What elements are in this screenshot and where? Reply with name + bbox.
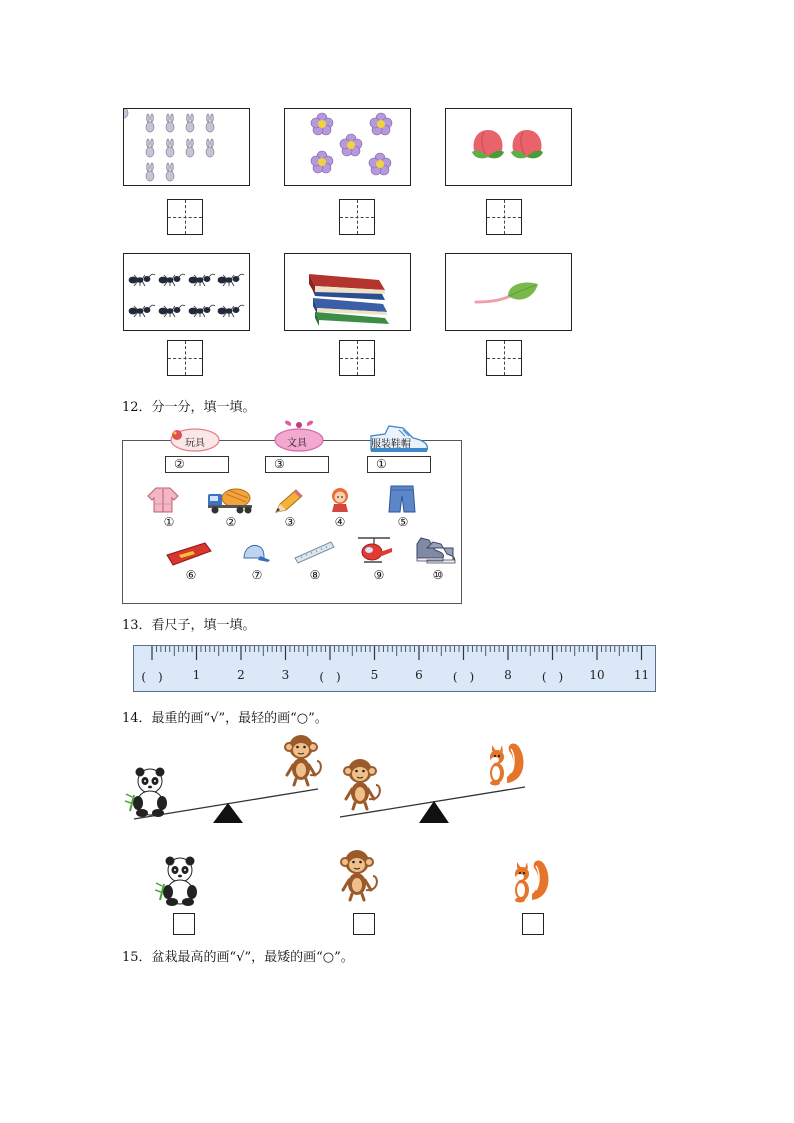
answer-grid-peaches[interactable] xyxy=(486,199,522,235)
item-number-6: ⑥ xyxy=(185,568,197,582)
item-number-10: ⑩ xyxy=(432,568,444,582)
picture-box-books xyxy=(284,253,411,331)
ruler-label: 6 xyxy=(415,668,423,682)
ant-icon xyxy=(124,254,251,332)
category-toy-label: 玩具 xyxy=(185,438,205,449)
question-12-title: 12．分一分，填一填。 xyxy=(122,400,256,415)
mixer-truck-icon xyxy=(206,486,254,514)
answer-box-squirrel[interactable] xyxy=(522,913,544,935)
ruler xyxy=(133,645,656,692)
item-number-9: ⑨ xyxy=(373,568,385,582)
ruler-label: 8 xyxy=(504,668,512,682)
item-number-8: ⑧ xyxy=(309,568,321,582)
monkey-icon xyxy=(333,848,389,904)
question-15-title: 15．盆栽最高的画“√”，最矮的画“○”。 xyxy=(122,950,354,965)
books-icon xyxy=(285,254,412,332)
category-toy-answer-box[interactable]: ② xyxy=(165,456,229,473)
leaf-icon xyxy=(446,254,573,332)
category-stationery-answer-box[interactable]: ③ xyxy=(265,456,329,473)
sneakers-icon xyxy=(413,534,459,566)
item-number-4: ④ xyxy=(334,515,346,529)
answer-grid-ants[interactable] xyxy=(167,340,203,376)
item-number-1: ① xyxy=(163,515,175,529)
answer-grid-books[interactable] xyxy=(339,340,375,376)
category-clothing-answer-box[interactable]: ① xyxy=(367,456,431,473)
shorts-icon xyxy=(388,484,416,514)
ruler-label: 2 xyxy=(237,668,245,682)
ruler-ticks xyxy=(134,646,655,691)
category-clothing xyxy=(367,422,433,477)
item-number-7: ⑦ xyxy=(251,568,263,582)
pencil-icon xyxy=(272,488,304,516)
answer-grid-rabbits[interactable] xyxy=(167,199,203,235)
ruler-label[interactable]: ( ) xyxy=(141,670,163,684)
cap-icon xyxy=(240,542,270,566)
item-number-2: ② xyxy=(225,515,237,529)
picture-box-leaf xyxy=(445,253,572,331)
balance-scenes xyxy=(120,735,540,830)
rabbit-icon xyxy=(124,109,251,187)
answer-box-monkey[interactable] xyxy=(353,913,375,935)
ruler-label[interactable]: ( ) xyxy=(319,670,341,684)
pencil-case-icon xyxy=(165,541,213,567)
category-stationery-label: 文具 xyxy=(287,438,307,449)
ruler-label: 1 xyxy=(192,668,201,682)
ruler-label[interactable]: ( ) xyxy=(541,670,564,684)
panda-icon xyxy=(155,856,205,908)
answer-grid-leaf[interactable] xyxy=(486,340,522,376)
helicopter-icon xyxy=(354,534,394,568)
picture-box-rabbits xyxy=(123,108,250,186)
peach-icon xyxy=(446,109,573,187)
jacket-icon xyxy=(146,486,180,514)
flower-icon xyxy=(285,109,412,187)
doll-icon xyxy=(328,486,352,514)
question-14-title: 14．最重的画“√”，最轻的画“○”。 xyxy=(122,711,328,726)
ruler-label: 5 xyxy=(370,668,379,682)
category-clothing-label: 服装鞋帽 xyxy=(371,439,411,450)
picture-box-peaches xyxy=(445,108,572,186)
question-13-title: 13．看尺子，填一填。 xyxy=(122,618,256,633)
ruler-label[interactable]: ( ) xyxy=(452,670,475,684)
answer-grid-flowers[interactable] xyxy=(339,199,375,235)
item-number-5: ⑤ xyxy=(397,515,409,529)
picture-box-ants xyxy=(123,253,250,331)
ruler-label: 11 xyxy=(633,668,650,682)
item-number-3: ③ xyxy=(284,515,296,529)
ruler-icon xyxy=(293,540,335,564)
squirrel-icon xyxy=(510,858,558,908)
category-stationery xyxy=(265,418,331,477)
picture-box-flowers xyxy=(284,108,411,186)
answer-box-panda[interactable] xyxy=(173,913,195,935)
ruler-label: 3 xyxy=(281,668,290,682)
ruler-label: 10 xyxy=(589,668,605,682)
category-toy xyxy=(165,425,229,477)
